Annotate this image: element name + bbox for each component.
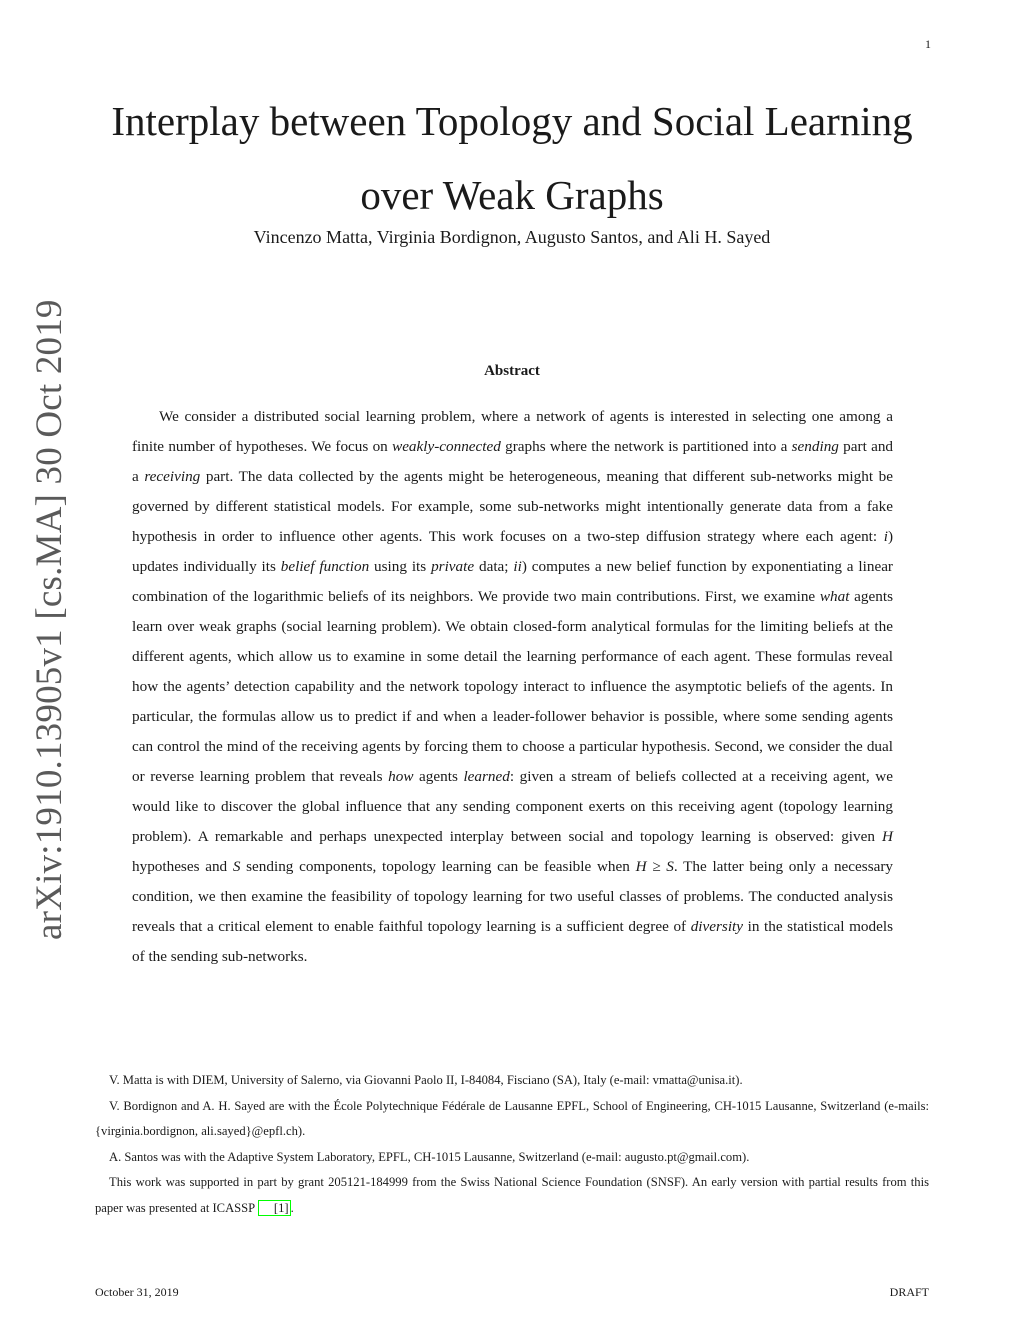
abstract-span: ) updates individually its xyxy=(132,528,893,575)
math-inequality: H ≥ S xyxy=(635,858,674,875)
math-symbol: ii xyxy=(513,558,522,575)
footer-date: October 31, 2019 xyxy=(95,1285,179,1299)
emphasis: private xyxy=(431,558,475,575)
page-number: 1 xyxy=(925,37,931,51)
abstract-span: using its xyxy=(369,558,432,575)
math-symbol: H xyxy=(882,828,893,845)
abstract-span: hypotheses and xyxy=(132,858,233,875)
emphasis: sending xyxy=(791,438,839,455)
emphasis: what xyxy=(819,588,850,605)
footnote-affiliation-matta: V. Matta is with DIEM, University of Salerno, via Giovanni Paolo II, I-84084, Fisciano (SA), Italy (e-mail: vmatta@unisa.it). xyxy=(109,1073,743,1087)
emphasis: receiving xyxy=(144,468,201,485)
emphasis: belief function xyxy=(280,558,370,575)
math-symbol: S xyxy=(232,858,241,875)
title-line-2: over Weak Graphs xyxy=(360,172,664,218)
abstract-span: agents xyxy=(413,768,464,785)
footnote-affiliation-santos: A. Santos was with the Adaptive System Laboratory, EPFL, CH-1015 Lausanne, Switzerland (e-mail: augusto.pt@gmail.com). xyxy=(109,1149,750,1164)
abstract-span: data; xyxy=(474,558,514,575)
citation-link[interactable]: [1] xyxy=(258,1200,291,1216)
abstract-span: : given a stream of beliefs collected at a receiving agent, we would like to discover the global influence that any sending component exerts on this receiving agent (topology learning problem). A remarkable and perhaps unexpected interplay between social and topology learning is observed: given xyxy=(132,768,893,845)
emphasis: learned xyxy=(463,768,510,785)
emphasis: how xyxy=(388,768,414,785)
math-symbol: i xyxy=(883,528,888,545)
funding-text: This work was supported in part by grant 205121-184999 from the Swiss National Science Foundation (SNSF). An early version with partial results from this paper was presented at ICASSP xyxy=(95,1175,929,1215)
funding-text-end: . xyxy=(290,1200,294,1215)
abstract-span: part and a xyxy=(132,438,894,485)
footnote-affiliation-bordignon-sayed: V. Bordignon and A. H. Sayed are with the École Polytechnique Fédérale de Lausanne EPFL, School of Engineering, CH-1015 Lausanne, Switzerland (e-mails: {virginia.bordignon, ali.sayed}@epfl.ch). xyxy=(95,1098,929,1138)
abstract-span: agents learn over weak graphs (social learning problem). We obtain closed-form analytical formulas for the limiting beliefs at the different agents, which allow us to examine in some detail the learning performance of each agent. These formulas reveal how the agents’ detection capability and the network topology interact to influence the asymptotic beliefs of the agents. In particular, the formulas allow us to predict if and when a leader-follower behavior is possible, where some sending agents can control the mind of the receiving agents by forcing them to choose a particular hypothesis. Second, we consider the dual or reverse learning problem that reveals xyxy=(132,588,893,785)
footnotes xyxy=(95,1068,929,1221)
abstract-span: graphs where the network is partitioned into a xyxy=(500,438,792,455)
abstract-span: part. The data collected by the agents might be heterogeneous, meaning that different sub-networks might be governed by different statistical models. For example, some sub-networks might intentionally generate data from a fake hypothesis in order to influence other agents. This work focuses on a two-step diffusion strategy where each agent: xyxy=(132,468,893,545)
abstract-heading: Abstract xyxy=(484,363,540,379)
abstract-span: We consider a distributed social learning problem, where a network of agents is interested in selecting one among a finite number of hypotheses. We focus on xyxy=(132,408,893,455)
abstract-span: ) computes a new belief function by exponentiating a linear combination of the logarithmic beliefs of its neighbors. We provide two main contributions. First, we examine xyxy=(132,558,893,605)
abstract-span: . The latter being only a necessary condition, we then examine the feasibility of topology learning for two useful classes of problems. The conducted analysis reveals that a critical element to enable faithful topology learning is a sufficient degree of xyxy=(132,858,893,935)
arxiv-identifier-stamp: arXiv:1910.13905v1 [cs.MA] 30 Oct 2019 xyxy=(29,299,70,940)
abstract-text xyxy=(132,402,893,972)
footnote-funding xyxy=(95,1170,929,1221)
abstract-span: in the statistical models of the sending sub-networks. xyxy=(132,918,893,965)
paper-title xyxy=(80,84,944,232)
title-line-1: Interplay between Topology and Social Learning xyxy=(111,98,913,144)
footer-draft-label: DRAFT xyxy=(889,1285,929,1299)
emphasis: diversity xyxy=(690,918,743,935)
abstract-span: sending components, topology learning can be feasible when xyxy=(240,858,636,875)
emphasis: weakly-connected xyxy=(392,438,501,455)
author-list: Vincenzo Matta, Virginia Bordignon, Augusto Santos, and Ali H. Sayed xyxy=(253,227,771,247)
